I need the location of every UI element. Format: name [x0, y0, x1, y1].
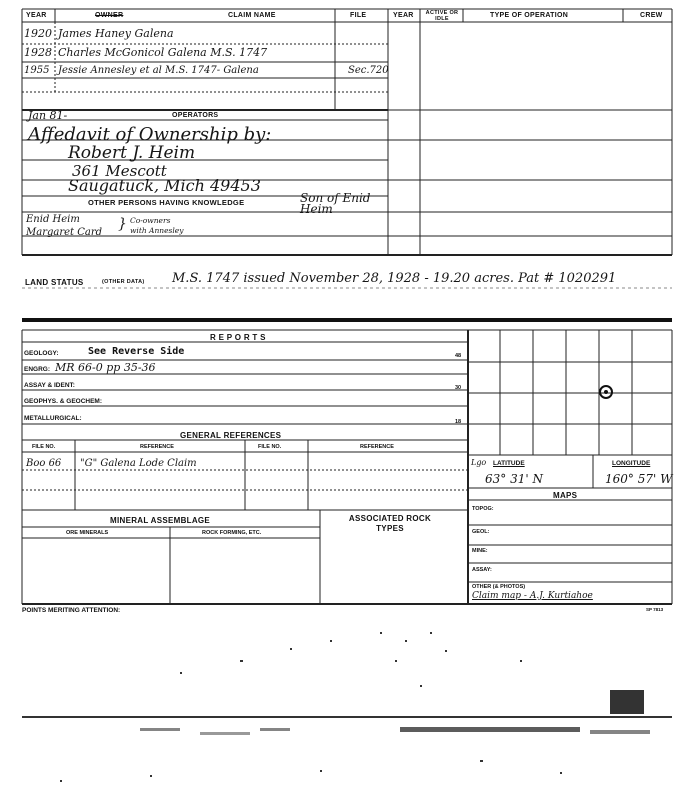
maps-other-label: OTHER (& PHOTOS) [472, 584, 526, 590]
reports-title: R E P O R T S [210, 333, 266, 342]
coords-prefix: Lgo [471, 458, 487, 467]
operators-line-2: Robert J. Heim [68, 143, 196, 163]
mineral-assemblage-title: MINERAL ASSEMBLAGE [110, 516, 211, 525]
maps-mine-label: MINE: [472, 548, 488, 554]
operators-line-3: 361 Mescott [72, 162, 167, 180]
rock-forming-label: ROCK FORMING, ETC. [202, 530, 262, 536]
knowledge-note-1: Co-owners [130, 216, 171, 225]
metallurgical-label: METALLURGICAL: [24, 415, 82, 422]
land-status-text: M.S. 1747 issued November 28, 1928 - 19.20 acres. Pat # 1020291 [172, 271, 617, 286]
land-status-label: LAND STATUS [25, 278, 84, 287]
ref-col-file-no-2: FILE NO. [258, 444, 282, 450]
geology-value: See Reverse Side [88, 346, 185, 357]
owner-row-3-year: 1955 [24, 65, 50, 76]
geology-label: GEOLOGY: [24, 350, 59, 357]
grid-number-30: 30 [455, 385, 462, 391]
header-active-idle: ACTIVE OR IDLE [425, 10, 459, 22]
ore-minerals-label: ORE MINERALS [66, 530, 109, 536]
engrg-label: ENGRG: [24, 366, 50, 373]
owner-row-1-text: James Haney Galena [58, 27, 174, 40]
ref-col-file-no: FILE NO. [32, 444, 56, 450]
owner-row-3-text: Jessie Annesley et al M.S. 1747- Galena [58, 65, 259, 76]
owner-row-2-year: 1928 [24, 46, 52, 59]
operators-line-1: Affedavit of Ownership by: [28, 124, 272, 145]
maps-title: MAPS [553, 491, 578, 500]
grid-number-18: 18 [455, 419, 462, 425]
points-meriting-attention-label: POINTS MERITING ATTENTION: [22, 607, 121, 614]
associated-rock-types-label: ASSOCIATED ROCK TYPES [348, 514, 432, 533]
ref-col-reference-2: REFERENCE [360, 444, 394, 450]
operators-line-4: Saugatuck, Mich 49453 [68, 176, 261, 195]
operators-date: Jan 81- [28, 109, 68, 122]
form-number: SP 7813 [646, 607, 664, 612]
ref-col-reference: REFERENCE [140, 444, 174, 450]
knowledge-brace: } [118, 216, 127, 232]
header-file: FILE [350, 12, 367, 19]
knowledge-line-2: Margaret Card [26, 227, 103, 238]
operators-son-note: Son of Enid Heim [300, 191, 371, 216]
header-owner: OWNER [95, 12, 124, 19]
knowledge-label: OTHER PERSONS HAVING KNOWLEDGE [88, 198, 245, 207]
ref-row-reference: "G" Galena Lode Claim [80, 458, 197, 469]
header-type-of-operation: TYPE OF OPERATION [490, 12, 569, 19]
operators-label: OPERATORS [172, 112, 219, 119]
geophys-label: GEOPHYS. & GEOCHEM: [24, 398, 103, 405]
maps-assay-label: ASSAY: [472, 567, 492, 573]
header-claim-name: CLAIM NAME [228, 12, 276, 19]
ref-row-file: Boo 66 [26, 458, 62, 469]
maps-geol-label: GEOL: [472, 529, 490, 535]
latitude-value: 63° 31' N [485, 472, 543, 486]
longitude-value: 160° 57' W [605, 472, 673, 486]
longitude-label: LONGITUDE [612, 460, 651, 467]
land-status-sub: (OTHER DATA) [102, 279, 145, 285]
header-crew: CREW [640, 12, 663, 19]
knowledge-note-2: with Annesley [130, 226, 184, 235]
owner-row-3-file: Sec.720 [348, 65, 389, 76]
maps-topog-label: TOPOG: [472, 506, 494, 512]
latitude-label: LATITUDE [493, 460, 525, 467]
general-references-title: GENERAL REFERENCES [180, 431, 282, 440]
maps-other-value: Claim map - A.J. Kurtiahoe [472, 591, 593, 601]
owner-row-1-year: 1920 [24, 27, 52, 40]
grid-number-48: 48 [455, 353, 462, 359]
assay-label: ASSAY & IDENT: [24, 382, 75, 389]
owner-row-2-text: Charles McGonicol Galena M.S. 1747 [58, 46, 268, 59]
header-year-2: YEAR [393, 12, 414, 19]
header-year: YEAR [26, 12, 47, 19]
engrg-value: MR 66-0 pp 35-36 [55, 361, 156, 374]
knowledge-line-1: Enid Heim [26, 214, 80, 225]
